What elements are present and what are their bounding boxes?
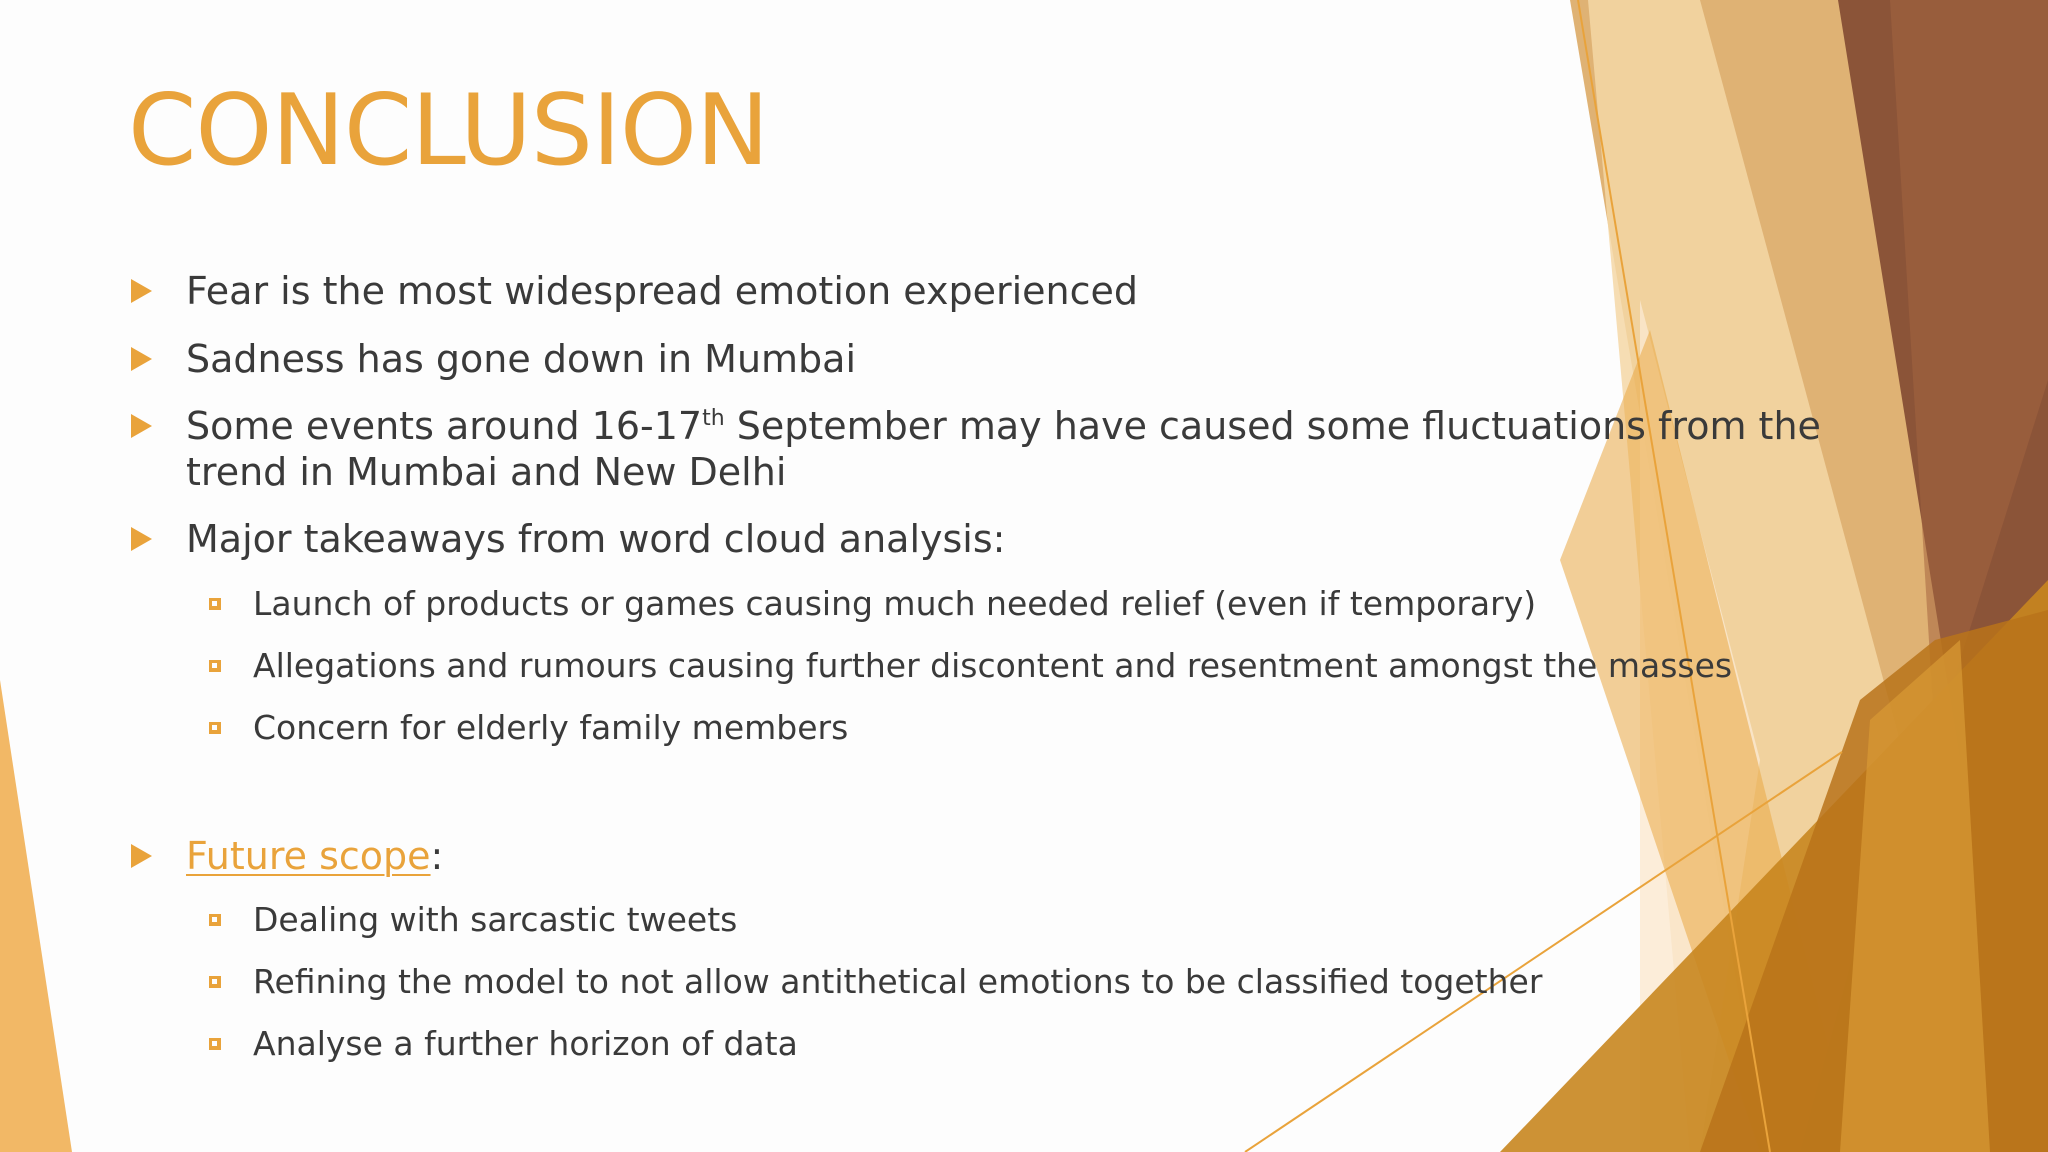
sub-bullet-text: Refining the model to not allow antithetical emotions to be classified together: [253, 962, 1543, 1001]
sub-bullet-text: Analyse a further horizon of data: [253, 1024, 798, 1063]
bullet-item: [186, 403, 1826, 495]
slide-title: CONCLUSION: [128, 74, 769, 188]
bullet-text: Sadness has gone down in Mumbai: [186, 337, 857, 381]
square-bullet-icon: [209, 1038, 221, 1050]
bullet-item: [186, 516, 1826, 562]
sub-bullet-item: [253, 708, 1753, 748]
sub-bullet-item: [253, 962, 1753, 1002]
square-bullet-icon: [209, 976, 221, 988]
square-bullet-icon: [209, 660, 221, 672]
arrow-right-icon: [131, 844, 152, 868]
bullet-item: [186, 268, 1826, 314]
arrow-right-icon: [131, 527, 152, 551]
facet-left-bottom: [0, 680, 72, 1152]
sub-bullet-item: [253, 584, 1753, 624]
bullet-text: Some events around 16-17: [186, 404, 703, 448]
sub-bullet-text: Allegations and rumours causing further discontent and resentment amongst the masses: [253, 646, 1733, 685]
bullet-text: Fear is the most widespread emotion experienced: [186, 269, 1139, 313]
sub-bullet-item: [253, 646, 1753, 686]
bullet-item: [186, 336, 1826, 382]
future-scope-link[interactable]: Future scope: [186, 834, 431, 878]
bullet-text-continued: September may have caused some fluctuations from the trend in Mumbai and New Delhi: [186, 404, 1821, 494]
superscript: th: [702, 406, 725, 431]
square-bullet-icon: [209, 598, 221, 610]
arrow-right-icon: [131, 414, 152, 438]
sub-bullet-text: Dealing with sarcastic tweets: [253, 900, 738, 939]
arrow-right-icon: [131, 347, 152, 371]
future-scope-colon: :: [430, 834, 444, 878]
square-bullet-icon: [209, 914, 221, 926]
sub-bullet-item: [253, 900, 1753, 940]
sub-bullet-text: Concern for elderly family members: [253, 708, 849, 747]
square-bullet-icon: [209, 722, 221, 734]
sub-bullet-text: Launch of products or games causing much needed relief (even if temporary): [253, 584, 1537, 623]
bullet-item-future-scope: [186, 833, 1826, 879]
bullet-text: Major takeaways from word cloud analysis:: [186, 517, 1006, 561]
sub-bullet-item: [253, 1024, 1753, 1064]
arrow-right-icon: [131, 279, 152, 303]
